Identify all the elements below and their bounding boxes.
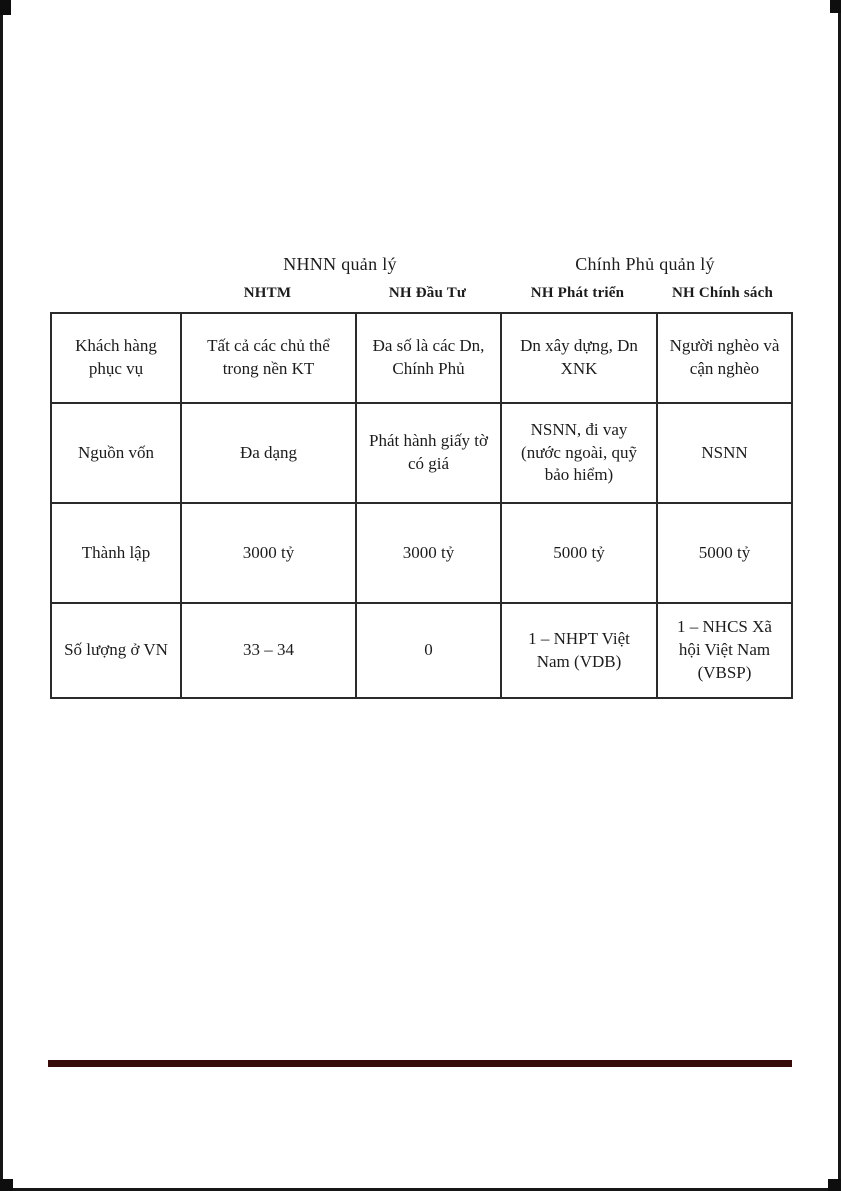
table-row: [51, 503, 792, 603]
column-header-nhtm: NHTM: [243, 285, 292, 301]
table-cell: NSNN, đi vay (nước ngoài, quỹ bảo hiểm): [501, 403, 657, 503]
table-row: [51, 603, 792, 698]
table-cell: 33 – 34: [181, 603, 356, 698]
row-label: Khách hàng phục vụ: [51, 313, 181, 403]
row-label: Số lượng ở VN: [51, 603, 181, 698]
table-cell: Đa dạng: [181, 403, 356, 503]
table-cell: 3000 tỷ: [356, 503, 501, 603]
table-cell: 0: [356, 603, 501, 698]
table-cell: NSNN: [657, 403, 792, 503]
table-cell: 3000 tỷ: [181, 503, 356, 603]
bank-comparison-table: [50, 312, 793, 699]
column-header-nh-dau-tu: NH Đầu Tư: [388, 285, 467, 301]
table-cell: Tất cả các chủ thể trong nền KT: [181, 313, 356, 403]
row-label: Thành lập: [51, 503, 181, 603]
column-header-row: [50, 282, 791, 312]
table-cell: Phát hành giấy tờ có giá: [356, 403, 501, 503]
column-header-nh-phat-trien: NH Phát triển: [530, 285, 625, 301]
row-label: Nguồn vốn: [51, 403, 181, 503]
table-cell: Đa số là các Dn, Chính Phủ: [356, 313, 501, 403]
section-divider-rule: [48, 1060, 792, 1067]
table-cell: 5000 tỷ: [501, 503, 657, 603]
column-header-nh-chinh-sach: NH Chính sách: [672, 285, 773, 301]
table-cell: Người nghèo và cận nghèo: [657, 313, 792, 403]
bank-comparison-table-area: [50, 252, 791, 699]
table-cell: Dn xây dựng, Dn XNK: [501, 313, 657, 403]
group-header-nhnn: NHNN quản lý: [283, 254, 397, 274]
table-cell: 1 – NHPT Việt Nam (VDB): [501, 603, 657, 698]
group-header-row: [50, 252, 791, 282]
scan-corner-bottom-left: [0, 1179, 13, 1191]
scan-edge-left: [0, 0, 3, 1191]
table-row: [51, 313, 792, 403]
group-header-chinh-phu: Chính Phủ quản lý: [575, 254, 715, 274]
table-row: [51, 403, 792, 503]
scan-corner-top-right: [830, 0, 841, 13]
scan-corner-bottom-right: [828, 1179, 841, 1191]
table-cell: 5000 tỷ: [657, 503, 792, 603]
table-cell: 1 – NHCS Xã hội Việt Nam (VBSP): [657, 603, 792, 698]
scan-corner-top-left: [0, 0, 11, 15]
